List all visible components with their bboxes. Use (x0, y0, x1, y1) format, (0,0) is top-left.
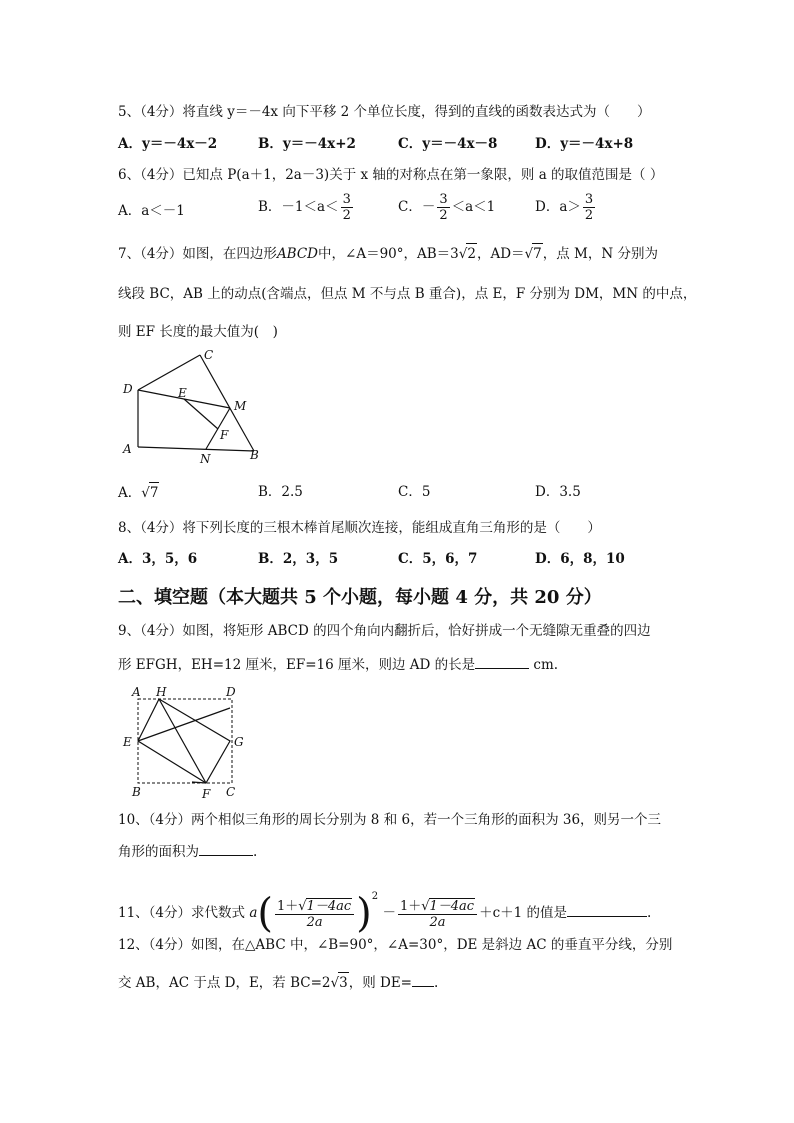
q9-label-b: B (132, 785, 141, 799)
q5-option-a: A．y＝－4x－2 (118, 136, 218, 152)
q9-label-f: F (202, 787, 211, 801)
q9-label-d: D (226, 685, 236, 699)
q7-label-f: F (220, 428, 229, 442)
q7-line-2: 线段 BC，AB 上的动点(含端点，但点 M 不与点 B 重合)，点 E，F 分别为 DM，MN 的中点， (118, 286, 697, 302)
section-heading-fill-in: 二、填空题（本大题共 5 个小题，每小题 4 分，共 20 分） (118, 587, 602, 608)
q12-line-2: 交 AB，AC 于点 D，E，若 BC=2√3，则 DE= . (118, 972, 438, 993)
q9-label-c: C (226, 785, 236, 799)
q9-label-a: A (132, 685, 141, 699)
q9-label-h: H (156, 685, 167, 699)
q9-figure (118, 684, 258, 802)
q8-option-a: A．3，5，6 (118, 551, 198, 567)
q9-quadrilateral-efgh (138, 699, 230, 783)
q6-option-b: B．－1＜a＜ $\frac{3}{2}$ (258, 192, 351, 223)
q7-label-n: N (200, 452, 211, 466)
q9-line-1: 9、（4分）如图，将矩形 ABCD 的四个角向内翻折后，恰好拼成一个无缝隙无重叠的四边 (118, 623, 651, 639)
q8-option-c: C．5，6，7 (398, 551, 478, 567)
q10-answer-blank[interactable] (199, 855, 253, 856)
q10-line-1: 10、（4分）两个相似三角形的周长分别为 8 和 6，若一个三角形的面积为 36，则另一个三 (118, 812, 662, 828)
q9-fold-line-2 (159, 699, 206, 783)
q11-answer-blank[interactable] (567, 916, 647, 917)
q12-answer-blank[interactable] (412, 986, 434, 987)
q6-option-a: A．a＜－1 (118, 203, 185, 219)
q7-option-c: C．5 (398, 484, 431, 500)
q7-figure (118, 345, 268, 470)
q6-option-d: D．a＞ $\frac{3}{2}$ (535, 192, 594, 223)
q7-label-m: M (234, 399, 247, 413)
q7-edge-dc (138, 355, 200, 390)
q7-segment-ef (184, 399, 218, 429)
q9-label-e: E (123, 735, 132, 749)
q7-option-d: D．3.5 (535, 484, 581, 500)
q7-option-a: A．√7 (118, 482, 159, 503)
q5-stem: 5、（4分）将直线 y＝－4x 向下平移 2 个单位长度，得到的直线的函数表达式为（ ） (118, 104, 651, 120)
q7-label-e: E (178, 386, 187, 400)
q8-option-b: B．2，3，5 (258, 551, 339, 567)
q5-option-c: C．y＝－4x－8 (398, 136, 498, 152)
q11-fraction-2: $\frac{1+√1-4ac}{2a}$ (398, 898, 477, 930)
q11-fraction-1: $\frac{1+√1-4ac}{2a}$ (275, 898, 354, 930)
q6-option-c: C．－ $\frac{3}{2}$ ＜a＜1 (398, 192, 496, 223)
q5-option-b: B．y＝－4x+2 (258, 136, 356, 152)
q5-option-d: D．y＝－4x+8 (535, 136, 634, 152)
q7-line-3: 则 EF 长度的最大值为( ) (118, 324, 278, 340)
q7-label-b: B (250, 448, 259, 462)
q7-line-1: 7、（4分）如图，在四边形ABCD中，∠A＝90°，AB＝3√2，AD＝√7，点 M，N 分别为 (118, 243, 658, 264)
q7-option-b: B．2.5 (258, 484, 303, 500)
q9-label-g: G (234, 735, 244, 749)
q7-label-d: D (123, 382, 133, 396)
q10-line-2: 角形的面积为 . (118, 844, 258, 860)
q8-stem: 8、（4分）将下列长度的三根木棒首尾顺次连接，能组成直角三角形的是（ ） (118, 520, 601, 536)
q11-coefficient: a (249, 905, 258, 921)
q6-stem: 6、（4分）已知点 P(a＋1，2a－3)关于 x 轴的对称点在第一象限，则 a 的取值范围是（ ） (118, 167, 664, 183)
q7-edge-ba (138, 447, 254, 451)
q7-label-c: C (204, 348, 214, 362)
q9-answer-blank[interactable] (475, 668, 529, 669)
q9-line-2: 形 EFGH，EH=12 厘米，EF=16 厘米，则边 AD 的长是 cm. (118, 657, 559, 673)
q12-line-1: 12、（4分）如图，在△ABC 中，∠B=90°，∠A=30°，DE 是斜边 AC 的垂直平分线，分别 (118, 937, 673, 953)
q11-line: 11、（4分）求代数式 a( $\frac{1+√1-4ac}{2a}$ )$^2$ － $\frac{1+√1-4ac}{2a}$ ＋c＋1 的值是 . (118, 890, 652, 937)
q8-option-d: D．6，8，10 (535, 551, 625, 567)
q7-label-a: A (123, 442, 132, 456)
